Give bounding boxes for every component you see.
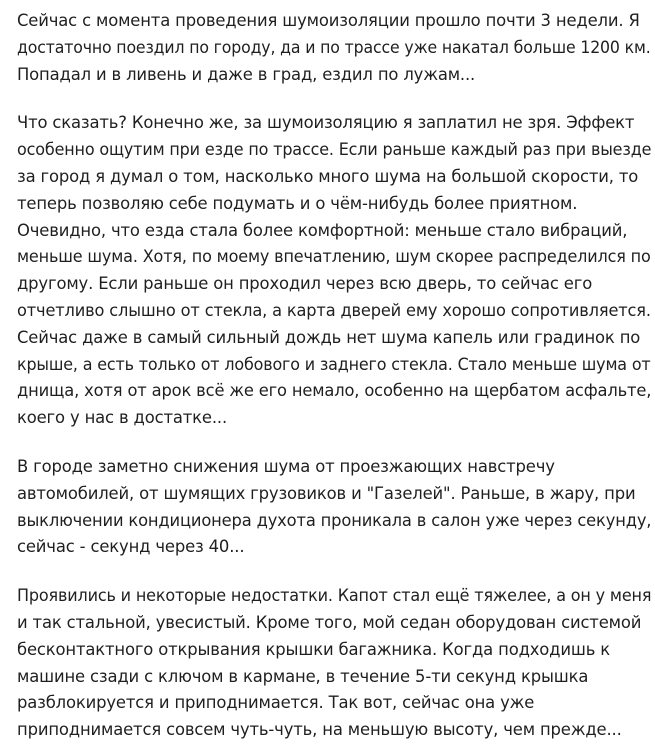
paragraph-drawbacks [17,583,652,744]
text-line: за город я думал о том, насколько много шума на большой скорости, то [17,166,639,186]
text-line: разблокируется и приподнимается. Так вот, сейчас она уже [17,693,535,713]
text-line: Сейчас даже в самый сильный дождь нет шума капель или градинок по [17,327,641,347]
text-line: В городе заметно снижения шума от проезжающих навстречу [17,456,555,476]
text-line: теперь позволяю себе подумать и о чём-нибудь более приятном. [17,193,578,213]
text-line: и так стальной, увесистый. Кроме того, мой седан оборудован системой [17,612,642,632]
paragraph-city [17,454,652,561]
text-line: отчетливо слышно от стекла, а карта дверей ему хорошо сопротивляется. [17,300,651,320]
text-line: Что сказать? Конечно же, за шумоизоляцию я заплатил не зря. Эффект [17,113,635,133]
text-line: крыше, а есть только от лобового и заднего стекла. Стало меньше шума от [17,354,651,374]
text-line: достаточно поездил по городу, да и по трассе уже накатал больше 1200 км. [17,37,651,57]
text-line: Сейчас с момента проведения шумоизоляции прошло почти 3 недели. Я [17,11,640,30]
text-line: приподнимается совсем чуть-чуть, на меньшую высоту, чем прежде... [17,720,622,740]
text-line: автомобилей, от шумящих грузовиков и "Газелей". Раньше, в жару, при [17,483,636,503]
text-line: днища, хотя от арок всё же его немало, особенно на щербатом асфальте, [17,381,652,401]
paragraph-effect [17,110,652,432]
text-line: другому. Если раньше он проходил через всю дверь, то сейчас его [17,274,593,294]
text-line: машине сзади с ключом в кармане, в течение 5-ти секунд крышка [17,666,589,686]
text-line: Попадал и в ливень и даже в град, ездил по лужам... [17,64,476,84]
text-line: особенно ощутим при езде по трассе. Если раньше каждый раз при выезде [17,140,652,160]
text-line: коего у нас в достатке... [17,408,228,428]
text-line: меньше шума. Хотя, по моему впечатлению, шум скорее распределился по [17,247,651,267]
text-line: сейчас - секунд через 40... [17,537,245,557]
text-line: бесконтактного открывания крышки багажника. Когда подходишь к [17,639,611,659]
paragraph-intro [17,8,651,88]
text-line: Очевидно, что езда стала более комфортной: меньше стало вибраций, [17,220,628,240]
text-line: Проявились и некоторые недостатки. Капот стал ещё тяжелее, а он у меня [17,586,652,606]
text-line: выключении кондиционера духота проникала в салон уже через секунду, [17,510,652,530]
